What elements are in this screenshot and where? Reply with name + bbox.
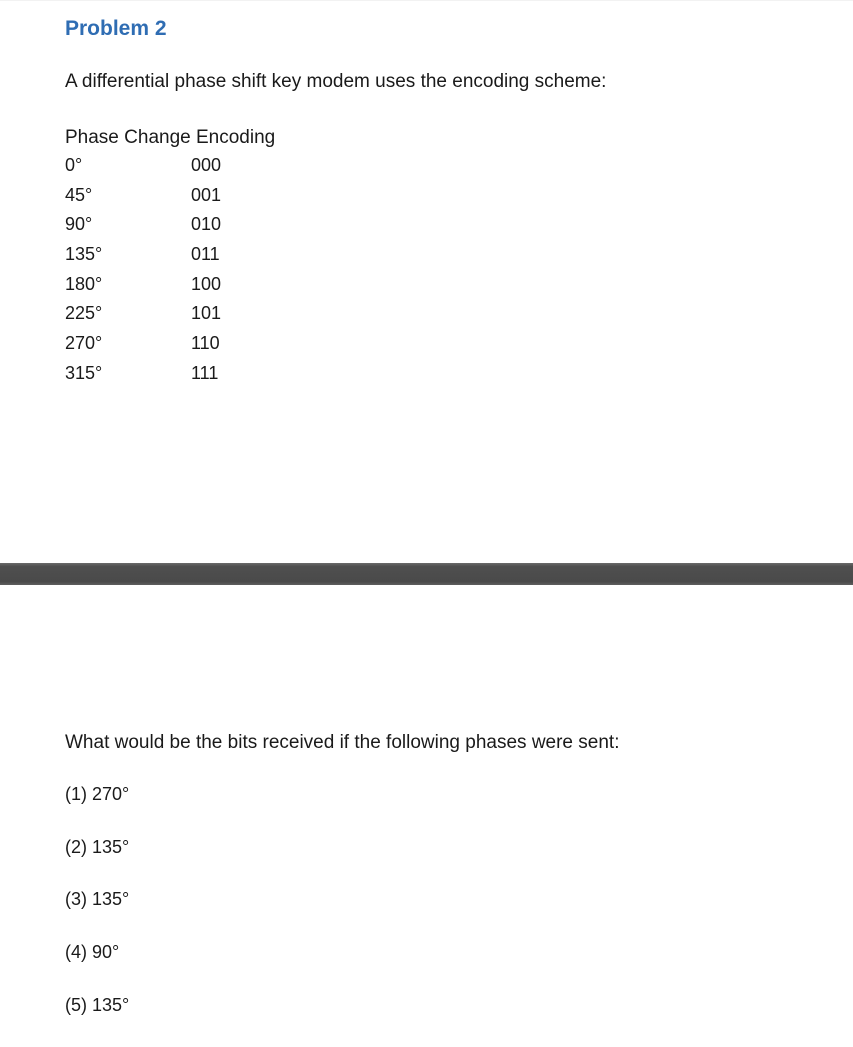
- table-row: [65, 274, 265, 304]
- encoding-table: [65, 155, 265, 393]
- phase-cell: 0°: [65, 155, 83, 175]
- table-row: [65, 244, 265, 274]
- code-cell: 010: [191, 214, 222, 235]
- list-item: (1) 270°: [65, 784, 130, 804]
- list-item: (3) 135°: [65, 889, 130, 910]
- phase-cell: 90°: [65, 214, 93, 235]
- phase-cell: 135°: [65, 244, 103, 265]
- table-row: [65, 185, 265, 215]
- phase-cell: 180°: [65, 273, 103, 294]
- code-cell: 100: [191, 273, 222, 294]
- problem-title: Problem 2: [65, 17, 167, 40]
- list-item: (4) 90°: [65, 942, 120, 963]
- intro-text: A differential phase shift key modem uses the encoding scheme:: [65, 71, 607, 92]
- table-row: [65, 333, 265, 363]
- encoding-table-header: Phase Change Encoding: [65, 127, 276, 148]
- table-row: [65, 363, 265, 393]
- phase-cell: 315°: [65, 362, 103, 383]
- code-cell: 001: [191, 184, 222, 205]
- phase-cell: 270°: [65, 333, 103, 354]
- code-cell: 011: [191, 244, 220, 265]
- question-text: What would be the bits received if the following phases were sent:: [65, 732, 620, 753]
- table-row: [65, 214, 265, 244]
- code-cell: 111: [191, 362, 219, 383]
- code-cell: 110: [191, 333, 220, 354]
- phase-cell: 45°: [65, 184, 93, 205]
- list-item: (2) 135°: [65, 836, 130, 857]
- code-cell: 000: [191, 155, 222, 175]
- table-row: [65, 303, 265, 333]
- code-cell: 101: [191, 303, 222, 324]
- phase-cell: 225°: [65, 303, 103, 324]
- table-row: [65, 155, 265, 185]
- phase-list: [65, 784, 129, 1047]
- page-divider: [0, 563, 853, 585]
- list-item: (5) 135°: [65, 994, 130, 1015]
